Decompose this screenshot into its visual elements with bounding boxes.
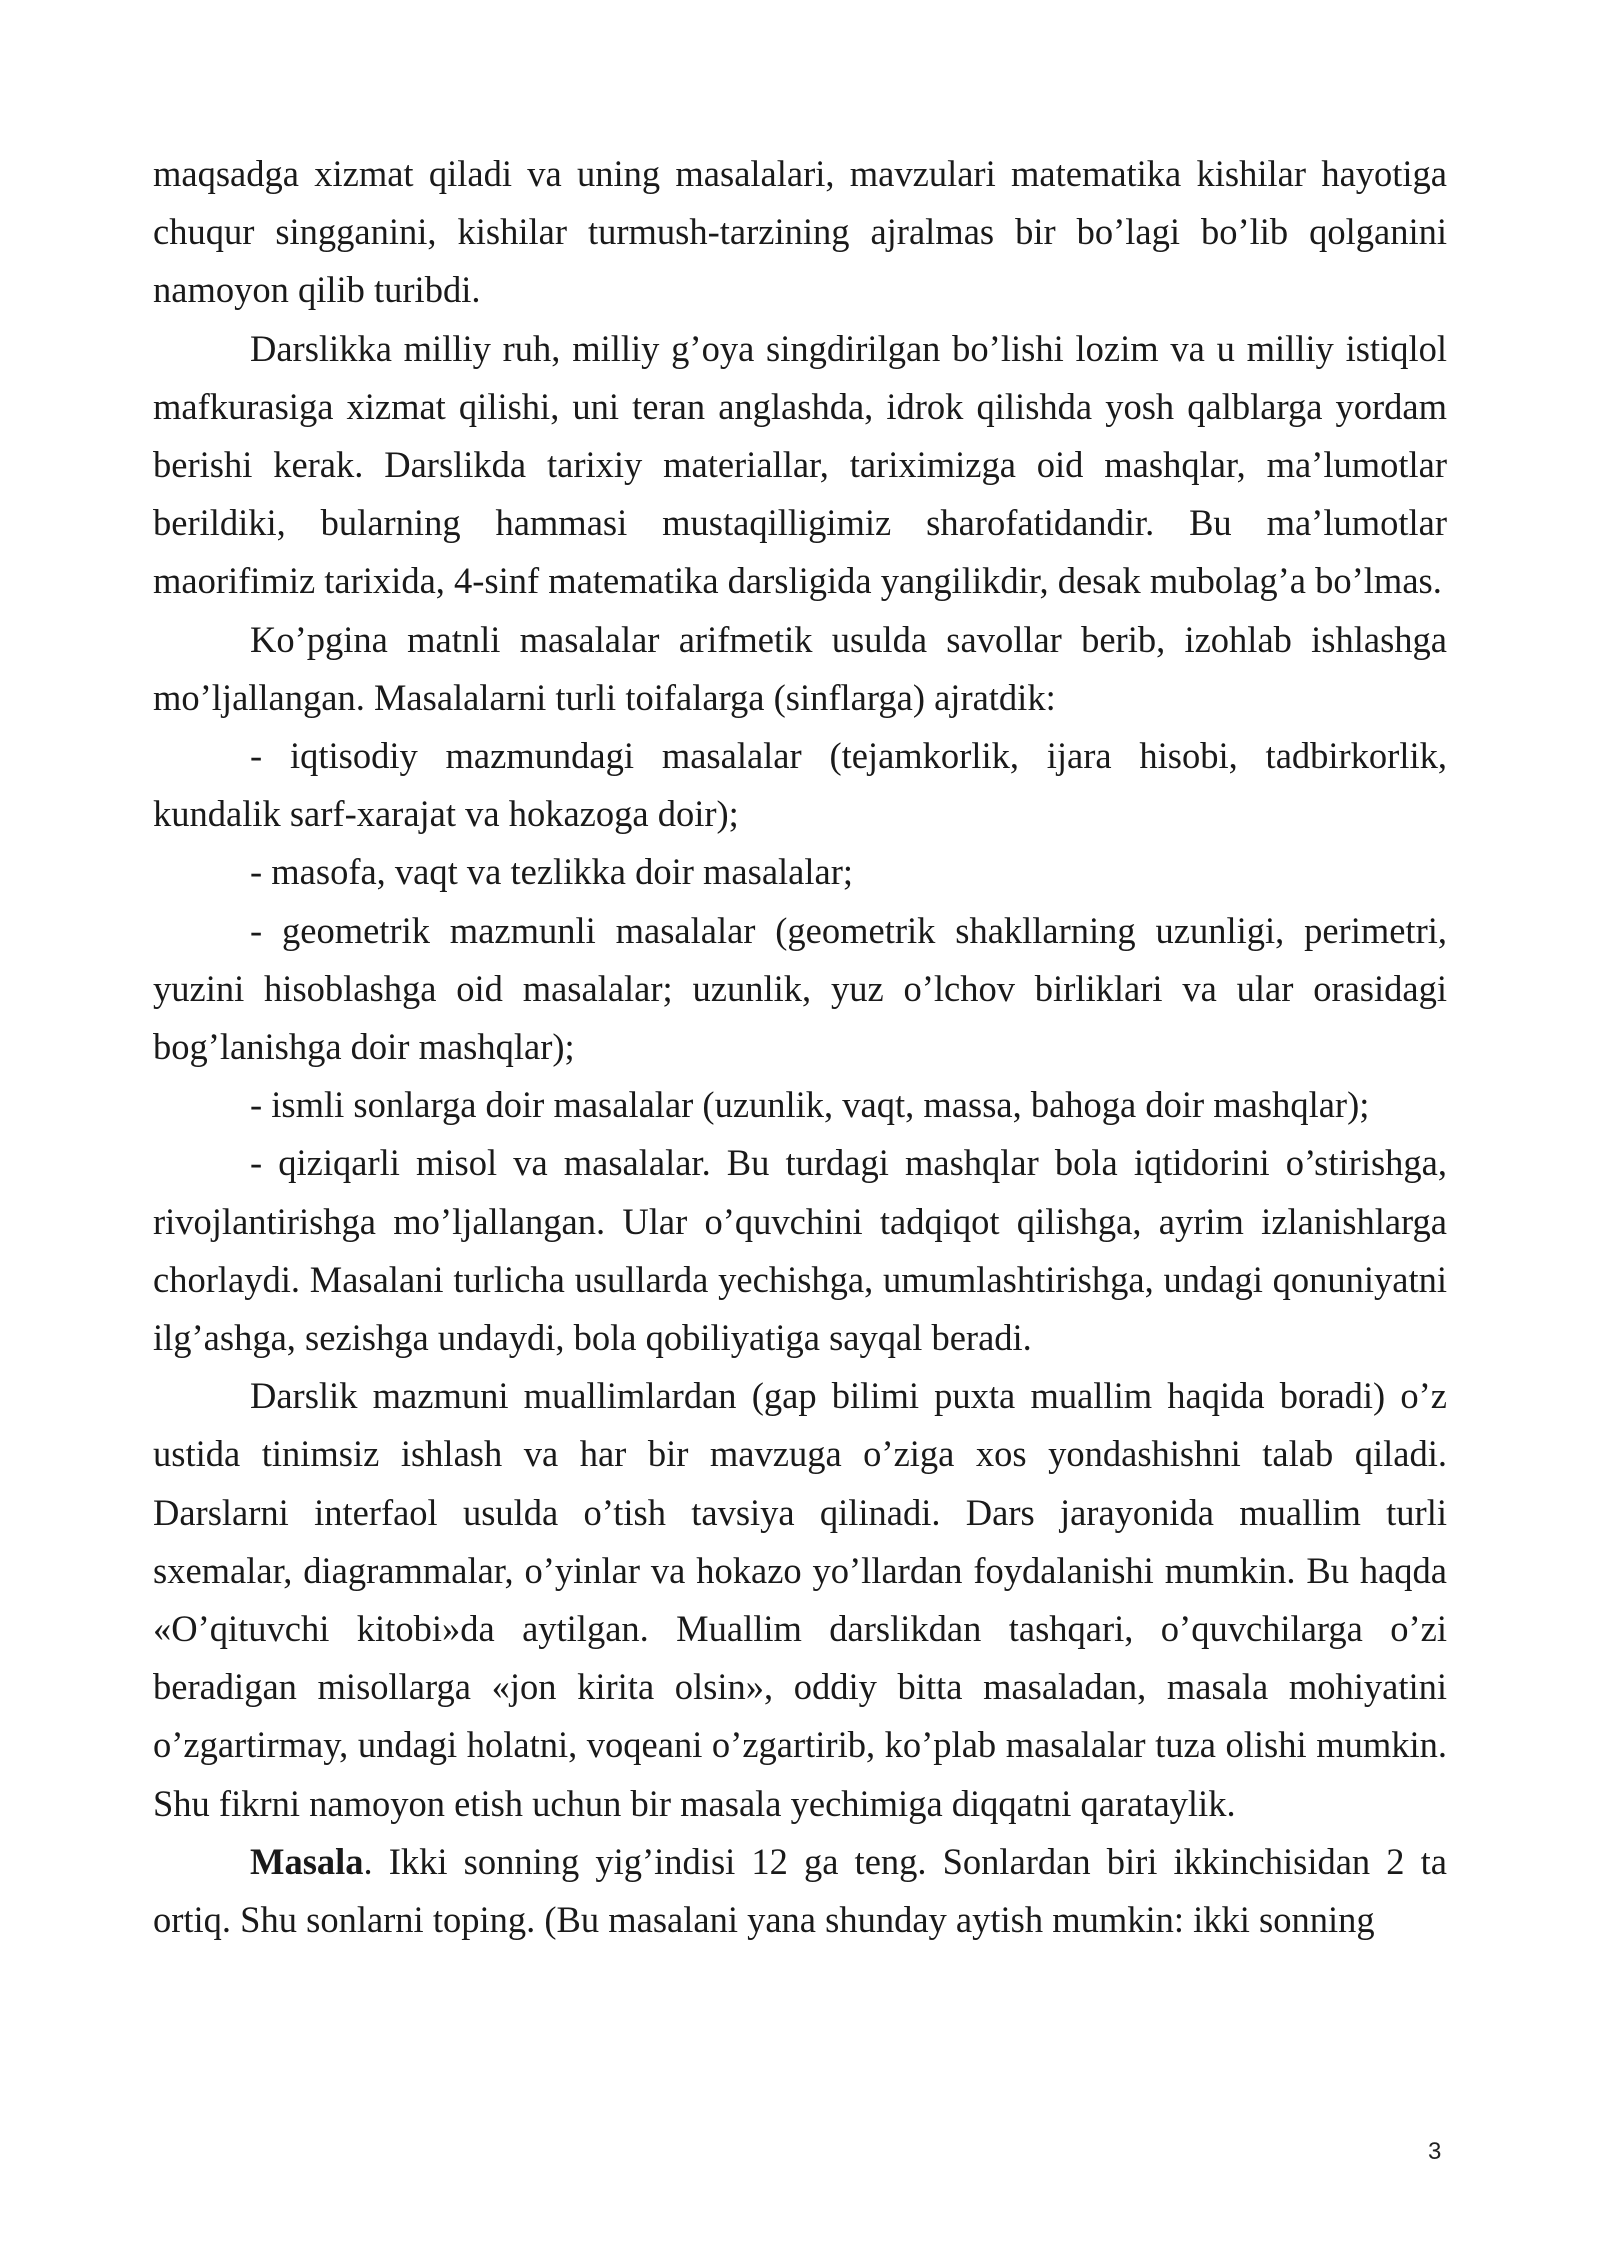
page-body: [153, 145, 1447, 1949]
list-item-economic: - iqtisodiy mazmundagi masalalar (tejamkorlik, ijara hisobi, tadbirkorlik, kundalik sarf-xarajat va hokazoga doir);: [153, 735, 1447, 835]
masala-text: . Ikki sonning yig’indisi 12 ga teng. Sonlardan biri ikkinchisidan 2 ta ortiq. Shu sonlarni toping. (Bu masalani yana shunday aytish mumkin: ikki sonning: [153, 1840, 1447, 1941]
list-item-geometric: - geometrik mazmunli masalalar (geometrik shakllarning uzunligi, perimetri, yuzini hisoblashga oid masalalar; uzunlik, yuz o’lchov birliklari va ular orasidagi bog’lanishga doir mashqlar);: [153, 909, 1447, 1068]
paragraph-1: maqsadga xizmat qiladi va uning masalalari, mavzulari matematika kishilar hayotiga chuqur singganini, kishilar turmush-tarzining ajralmas bir bo’lagi bo’lib qolganini namoyon qilib turibdi.: [153, 153, 1447, 311]
list-item-distance: - masofa, vaqt va tezlikka doir masalalar;: [250, 851, 854, 893]
paragraph-textbook-content: Darslik mazmuni muallimlardan (gap bilimi puxta muallim haqida boradi) o’z ustida tinimsiz ishlash va har bir mavzuga o’ziga xos yondashishni talab qiladi. Darslarni interfaol usulda o’tish tavsiya qilinadi. Dars jarayonida muallim turli sxemalar, diagrammalar, o’yinlar va hokazo yo’llardan foydalanishi mumkin. Bu haqda «O’qituvchi kitobi»da aytilgan. Muallim darslikdan tashqari, o’quvchilarga o’zi beradigan misollarga «jon kirita olsin», oddiy bitta masaladan, masala mohiyatini o’zgartirmay, undagi holatni, voqeani o’zgartirib, ko’plab masalalar tuza olishi mumkin. Shu fikrni namoyon etish uchun bir masala yechimiga diqqatni qarataylik.: [153, 1375, 1447, 1824]
paragraph-3: Ko’pgina matnli masalalar arifmetik usulda savollar berib, izohlab ishlashga mo’ljallangan. Masalalarni turli toifalarga (sinflarga) ajratdik:: [153, 618, 1447, 718]
paragraph-2: Darslikka milliy ruh, milliy g’oya singdirilgan bo’lishi lozim va u milliy istiqlol mafkurasiga xizmat qilishi, uni teran anglashda, idrok qilishda yosh qalblarga yordam berishi kerak. Darslikda tarixiy materiallar, tariximizga oid mashqlar, ma’lumotlar berildiki, bularning hammasi mustaqilligimiz sharofatidandir. Bu ma’lumotlar maorifimiz tarixida, 4-sinf matematika darsligida yangilikdir, desak mubolag’a bo’lmas.: [153, 327, 1447, 602]
list-item-named-numbers: - ismli sonlarga doir masalalar (uzunlik, vaqt, massa, bahoga doir mashqlar);: [250, 1084, 1370, 1126]
list-item-interesting: - qiziqarli misol va masalalar. Bu turdagi mashqlar bola iqtidorini o’stirishga, rivojlantirishga mo’ljallangan. Ular o’quvchini tadqiqot qilishga, ayrim izlanishlarga chorlaydi. Masalani turlicha usullarda yechishga, umumlashtirishga, undagi qonuniyatni ilg’ashga, sezishga undaydi, bola qobiliyatiga sayqal beradi.: [153, 1142, 1447, 1359]
masala-label: Masala: [250, 1840, 364, 1882]
masala-paragraph: [153, 1833, 1447, 1949]
page-number: 3: [1428, 2138, 1442, 2165]
